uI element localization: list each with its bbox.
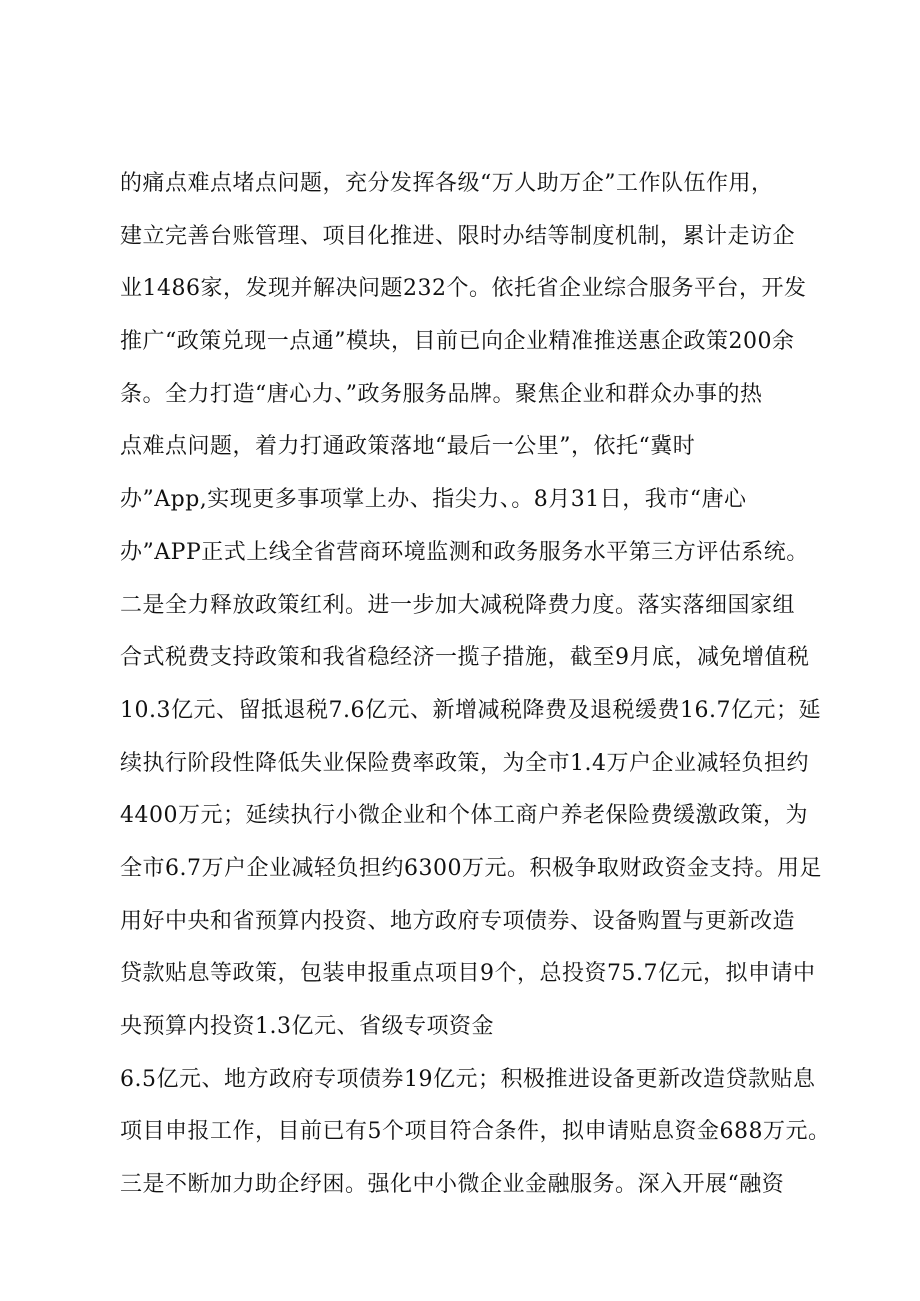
text-line: 10.3亿元、留抵退税7.6亿元、新增减税降费及退税缓费16.7亿元；延 xyxy=(120,697,821,723)
text-line: 6.5亿元、地方政府专项债券19亿元；积极推进设备更新改造贷款贴息 xyxy=(120,1066,816,1092)
text-line: 条。全力打造“唐心力、”政务服务品牌。聚焦企业和群众办事的热 xyxy=(120,381,763,407)
text-line: 点难点问题，着力打通政策落地“最后一公里”，依托“冀时 xyxy=(120,434,696,460)
text-line: 央预算内投资1.3亿元、省级专项资金 xyxy=(120,1014,494,1039)
body-text xyxy=(120,158,831,1212)
text-line: 4400万元；延续执行小微企业和个体工商户养老保险费缓激政策，为 xyxy=(120,803,808,829)
text-line: 推广“政策兑现一点通”模块，目前已向企业精准推送惠企政策200余 xyxy=(120,329,795,355)
text-line: 业1486家，发现并解决问题232个。依托省企业综合服务平台，开发 xyxy=(120,276,807,302)
text-line: 用好中央和省预算内投资、地方政府专项债券、设备购置与更新改造 xyxy=(120,908,796,934)
text-line: 的痛点难点堵点问题，充分发挥各级“万人助万企”工作队伍作用， xyxy=(120,171,774,196)
text-line: 合式税费支持政策和我省稳经济一揽子措施，截至9月底，减免增值税 xyxy=(120,645,810,671)
text-line: 办”APP正式上线全省营商环境监测和政务服务水平第三方评估系统。 xyxy=(120,539,809,565)
text-line: 办”App,实现更多事项掌上办、指尖力、。8月31日，我市“唐心 xyxy=(120,487,747,513)
text-line: 全市6.7万户企业减轻负担约6300万元。积极争取财政资金支持。用足 xyxy=(120,855,822,881)
text-line: 项目申报工作，目前已有5个项目符合条件，拟申请贴息资金688万元。 xyxy=(120,1119,831,1145)
text-line: 续执行阶段性降低失业保险费率政策，为全市1.4万户企业减轻负担约 xyxy=(120,750,809,776)
text-line: 三是不断加力助企纾困。强化中小微企业金融服务。深入开展“融资 xyxy=(120,1172,785,1198)
text-line: 建立完善台账管理、项目化推进、限时办结等制度机制，累计走访企 xyxy=(120,223,796,249)
text-line: 贷款贴息等政策，包装申报重点项目9个，总投资75.7亿元，拟申请中 xyxy=(120,961,816,987)
text-line: 二是全力释放政策红利。进一步加大减税降费力度。落实落细国家组 xyxy=(120,592,796,618)
